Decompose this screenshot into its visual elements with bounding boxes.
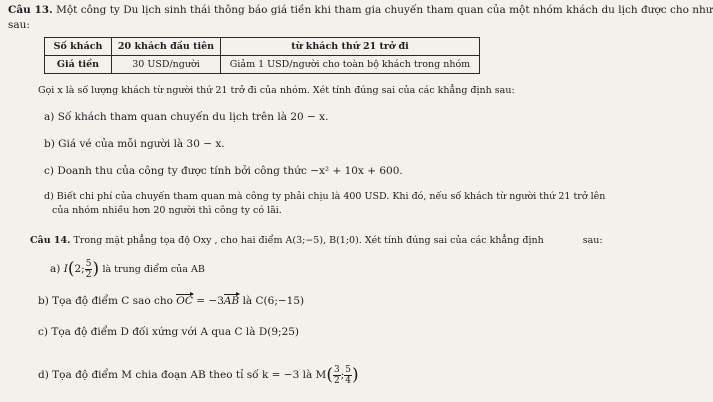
question-14-intro-tail: sau:	[582, 235, 603, 246]
math-fraction: $\frac{5}{4}$	[345, 364, 351, 386]
question-13-definition: Gọi x là số lượng khách từ người thứ 21 trở đi của nhóm. Xét tính đúng sai của các khẳng định sau:	[38, 85, 515, 96]
question-13-title: Câu 13.	[8, 4, 53, 16]
question-13-statement-a: a) Số khách tham quan chuyến du lịch trên là 20 − x.	[44, 111, 329, 123]
question-14-statement-a: a) I(2; $\frac{5}{2}$ ) là trung điểm của AB	[50, 258, 205, 280]
table-header-cell: 20 khách đầu tiên	[112, 38, 221, 56]
statement-label: a)	[50, 263, 61, 275]
statement-result: là C(6;−15)	[242, 295, 305, 307]
question-14-intro-text: Trong mặt phẳng tọa độ Oxy , cho hai điểm A(3;−5), B(1;0). Xét tính đúng sai của các khẳng định	[73, 235, 544, 246]
math-fraction: $\frac{3}{2}$	[333, 364, 340, 386]
statement-text: là trung điểm của AB	[102, 264, 205, 275]
question-13-intro-line2: sau:	[8, 19, 30, 31]
statement-text: b) Tọa độ điểm C sao cho	[38, 295, 173, 307]
question-13-statement-c: c) Doanh thu của công ty được tính bởi công thức −x² + 10x + 600.	[44, 165, 403, 177]
question-13-statement-d-line1: d) Biết chi phí của chuyến tham quan mà công ty phải chịu là 400 USD. Khi đó, nếu số khách từ người thứ 21 trở lên	[44, 191, 606, 202]
math-fraction: $\frac{5}{2}$	[85, 258, 92, 280]
math-point: I	[63, 263, 68, 275]
question-14-statement-d: d) Tọa độ điểm M chia đoạn AB theo tỉ số k = −3 là M( $\frac{3}{2}$ ; $\frac{5}{4}$ )	[38, 364, 359, 386]
math-coordinate: 2;	[74, 263, 85, 275]
table-header-cell: Số khách	[45, 38, 112, 56]
vector-symbol: OC	[176, 295, 193, 307]
question-14-intro	[30, 234, 603, 247]
question-13-intro	[8, 4, 713, 17]
table-cell: Giảm 1 USD/người cho toàn bộ khách trong nhóm	[221, 56, 480, 74]
question-13-statement-d-line2: của nhóm nhiều hơn 20 người thì công ty có lãi.	[52, 205, 282, 216]
table-cell: 30 USD/người	[112, 56, 221, 74]
question-14-statement-b	[38, 295, 304, 308]
table-row	[45, 56, 480, 74]
question-14-title: Câu 14.	[30, 235, 71, 246]
table-header-cell: từ khách thứ 21 trở đi	[221, 38, 480, 56]
math-operator: = −3	[196, 295, 224, 307]
question-13-statement-b: b) Giá vé của mỗi người là 30 − x.	[44, 138, 225, 150]
vector-symbol: AB	[223, 295, 240, 307]
table-header-row	[45, 38, 480, 56]
statement-text: d) Tọa độ điểm M chia đoạn AB theo tỉ số k = −3 là M	[38, 369, 327, 381]
question-14-statement-c: c) Tọa độ điểm D đối xứng với A qua C là D(9;25)	[38, 326, 300, 338]
price-table	[44, 37, 480, 74]
question-13-intro-text: Một công ty Du lịch sinh thái thông báo giá tiền khi tham gia chuyến tham quan của một nhóm khách du lịch được cho như	[56, 4, 713, 16]
table-cell: Giá tiền	[45, 56, 112, 74]
